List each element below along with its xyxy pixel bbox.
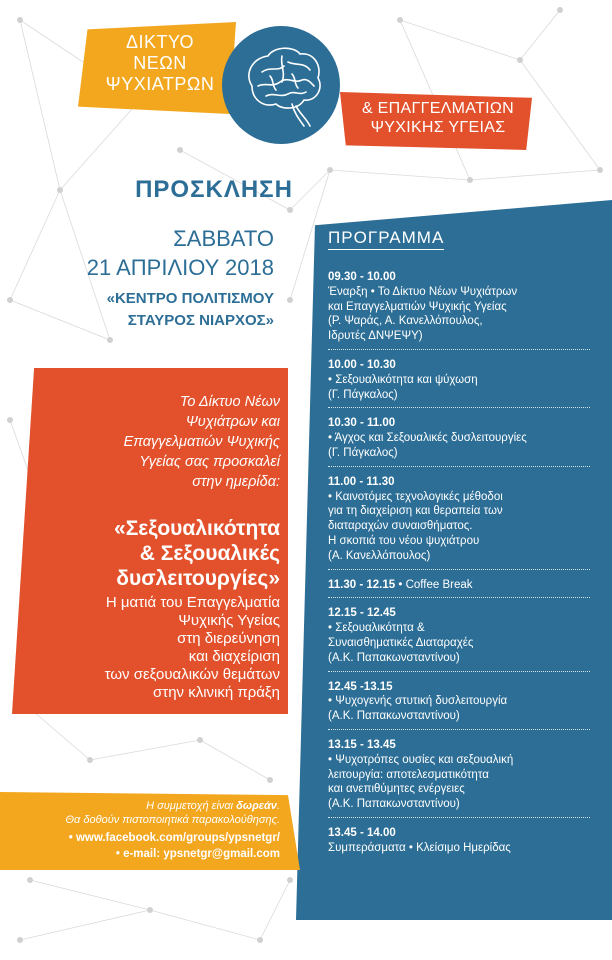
program-slot-line: και Επαγγελματιών Ψυχικής Υγείας	[328, 300, 507, 313]
program-slot-line: Ιδρυτές ΔΝΨΕΨΥ)	[328, 330, 423, 343]
network-name-line: ΝΕΩΝ	[133, 53, 187, 73]
program-slot-heading	[328, 680, 598, 695]
program-slot-line: • Ψυχοτρόπες ουσίες και σεξουαλική	[328, 753, 514, 766]
program-slot	[328, 680, 598, 724]
program-slot-time: 11.00 - 11.30	[328, 475, 395, 488]
invitation-title: ΠΡΟΣΚΛΗΣΗ	[135, 176, 293, 203]
program-slot-line: (Ρ. Ψαράς, Α. Κανελλόπουλος,	[328, 315, 483, 328]
seminar-subtitle	[30, 594, 280, 702]
facebook-link[interactable]: • www.facebook.com/groups/ypsnetgr/	[68, 832, 280, 844]
seminar-subtitle-line: Ψυχικής Υγείας	[178, 612, 280, 629]
program-slot-time: 12.45 -13.15	[328, 680, 393, 693]
network-name-line: ΔΙΚΤΥΟ	[125, 32, 195, 52]
brain-icon	[222, 26, 340, 144]
program-slot-line: διαταραχών συναισθήματος.	[328, 520, 473, 533]
professionals-line: & ΕΠΑΓΓΕΛΜΑΤΙΩΝ	[361, 100, 515, 117]
professionals-name	[350, 99, 526, 137]
email-link[interactable]: • e-mail: ypsnetgr@gmail.com	[115, 848, 280, 860]
logo-circle	[222, 26, 340, 144]
seminar-subtitle-line: και διαχείριση	[188, 648, 280, 665]
program-slot-line: Συμπεράσματα • Κλείσιμο Ημερίδας	[328, 841, 511, 854]
network-name	[92, 32, 228, 95]
program-slot-line: • Σεξουαλικότητα &	[328, 622, 425, 635]
participation-note	[146, 800, 280, 812]
intro-line: Το Δίκτυο Νέων	[179, 394, 280, 410]
program-slot-heading	[328, 475, 598, 490]
program-slot-time: 10.30 - 11.00	[328, 417, 396, 430]
program-slot	[328, 475, 598, 564]
program-slot-time: 09.30 - 10.00	[328, 271, 396, 283]
seminar-subtitle-line: στη διερεύνηση	[177, 630, 280, 647]
program-slot-line: • Σεξουαλικότητα και ψύχωση	[328, 373, 478, 386]
program-schedule	[328, 270, 598, 856]
program-slot-line: (Α. Κανελλόπουλος)	[328, 549, 431, 562]
program-divider	[328, 349, 590, 351]
program-slot-time: 10.00 - 10.30	[328, 358, 396, 371]
certificates-note: Θα δοθούν πιστοποιητικά παρακολούθησης.	[65, 814, 280, 826]
event-day: ΣΑΒΒΑΤΟ	[173, 226, 274, 251]
program-slot-heading	[328, 738, 598, 753]
program-slot	[328, 578, 598, 593]
participation-prefix: Η συμμετοχή είναι	[146, 800, 237, 812]
program-slot-time: 11.30 - 12.15	[328, 578, 396, 591]
intro-line: στην ημερίδα:	[192, 474, 280, 490]
program-slot-line: • Άγχος και Σεξουαλικές δυσλειτουργίες	[328, 432, 527, 445]
professionals-line: ΨΥΧΙΚΗΣ ΥΓΕΙΑΣ	[370, 119, 506, 136]
program-title: ΠΡΟΓΡΑΜΜΑ	[328, 228, 444, 250]
program-slot-line: λειτουργία: αποτελεσματικότητα	[328, 768, 489, 781]
intro-line: Ψυχιάτρων και	[185, 414, 280, 430]
program-slot-heading	[328, 270, 598, 285]
network-name-line: ΨΥΧΙΑΤΡΩΝ	[105, 74, 215, 94]
program-divider	[328, 817, 590, 819]
program-slot-time: 13.15 - 13.45	[328, 738, 396, 751]
seminar-title-line: «Σεξουαλικότητα	[114, 517, 280, 540]
program-slot-heading	[328, 826, 598, 841]
participation-free: δωρεάν	[236, 800, 277, 812]
program-slot-line: (Γ. Πάγκαλος)	[328, 388, 398, 401]
program-slot	[328, 738, 598, 812]
program-slot-heading	[328, 578, 598, 593]
program-slot-line: για τη διαχείριση και θεραπεία των	[328, 505, 503, 518]
seminar-subtitle-line: των σεξουαλικών θεμάτων	[104, 666, 280, 683]
intro-line: Υγείας σας προσκαλεί	[139, 454, 280, 470]
program-slot-line: (Α.Κ. Παπακωνσταντίνου)	[328, 710, 460, 723]
seminar-title	[30, 516, 280, 591]
program-slot-line: • Ψυχογενής στυτική δυσλειτουργία	[328, 695, 508, 708]
program-slot-heading	[328, 358, 598, 373]
program-slot	[328, 826, 598, 856]
program-divider	[328, 466, 590, 468]
program-slot-inline: • Coffee Break	[398, 578, 473, 591]
program-divider	[328, 729, 590, 731]
program-slot-heading	[328, 606, 598, 621]
program-divider	[328, 569, 590, 571]
intro-line: Επαγγελματιών Ψυχικής	[123, 434, 280, 450]
program-slot-line: (Γ. Πάγκαλος)	[328, 446, 398, 459]
program-slot-line: (Α.Κ. Παπακωνσταντίνου)	[328, 651, 460, 664]
seminar-title-line: δυσλειτουργίες»	[116, 567, 280, 590]
program-slot-time: 12.15 - 12.45	[328, 607, 396, 620]
program-slot	[328, 606, 598, 665]
program-slot-line: (Α.Κ. Παπακωνσταντίνου)	[328, 798, 460, 811]
program-divider	[328, 597, 590, 599]
program-slot	[328, 270, 598, 344]
program-divider	[328, 671, 590, 673]
program-slot	[328, 358, 598, 402]
seminar-title-line: & Σεξουαλικές	[139, 542, 280, 565]
seminar-subtitle-line: Η ματιά του Επαγγελματία	[105, 594, 280, 611]
program-slot-line: και ανεπιθύμητες ενέργειες	[328, 783, 465, 796]
event-date: 21 ΑΠΡΙΛΙΟΥ 2018	[86, 255, 274, 280]
program-slot-line: • Καινοτόμες τεχνολογικές μέθοδοι	[328, 490, 503, 503]
program-slot-line: Έναρξη • Το Δίκτυο Νέων Ψυχιάτρων	[328, 285, 518, 298]
program-slot-time: 13.45 - 14.00	[328, 826, 396, 839]
program-slot-heading	[328, 416, 598, 431]
program-slot-line: Η σκοπιά του νέου ψυχιάτρου	[328, 534, 480, 547]
venue-line-2: ΣΤΑΥΡΟΣ ΝΙΑΡΧΟΣ»	[127, 312, 274, 329]
program-divider	[328, 407, 590, 409]
participation-suffix: .	[276, 800, 280, 812]
program-slot-line: Συναισθηματικές Διαταραχές	[328, 636, 474, 649]
program-slot	[328, 416, 598, 460]
intro-text	[70, 392, 280, 492]
venue-line-1: «ΚΕΝΤΡΟ ΠΟΛΙΤΙΣΜΟΥ	[106, 290, 274, 307]
seminar-subtitle-line: στην κλινική πράξη	[153, 684, 280, 701]
